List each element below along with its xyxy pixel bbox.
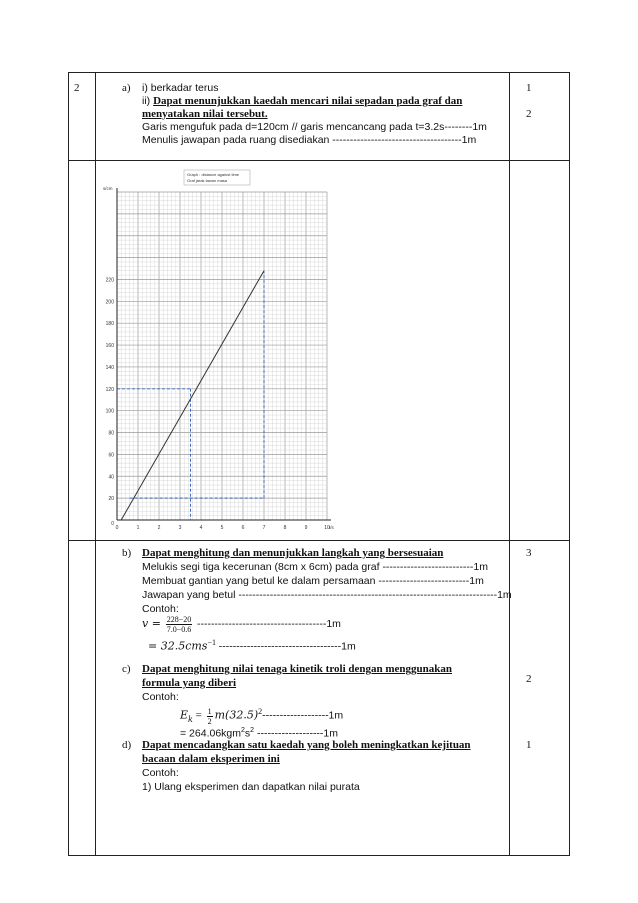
section-d-mark: 1 <box>526 739 532 751</box>
section-d-item-1: 1) Ulang eksperimen dan dapatkan nilai purata <box>142 781 360 793</box>
section-d-heading-1: Dapat mencadangkan satu kaedah yang boleh meningkatkan kejituan <box>142 739 471 751</box>
section-d-contoh: Contoh: <box>142 767 179 779</box>
section-c-equation-1: $E_k$ = $\frac{1}{2}$ $m(32.5)^2-------------------1m$ <box>180 706 344 726</box>
x-tick-label: 0 <box>115 525 119 531</box>
x-tick-label: 2 <box>157 525 161 531</box>
section-b-equation-2: = 32.5cms$^{-1}$ -----------------------------------1m <box>148 638 356 653</box>
x-tick-label: 7 <box>262 525 266 531</box>
y-tick-label: 20 <box>108 496 114 503</box>
x-tick-label: 5 <box>220 525 224 531</box>
section-a-line5: Menulis jawapan pada ruang disediakan -------------------------------------1m <box>142 134 477 146</box>
y-axis-title: s/cm <box>103 186 113 191</box>
section-b-heading: Dapat menghitung dan menunjukkan langkah yang bersesuaian <box>142 547 444 559</box>
y-tick-label: 140 <box>105 364 114 371</box>
legend-line-1: Graph : distance against time <box>187 172 240 177</box>
y-tick-label: 200 <box>105 299 114 306</box>
section-b-line2: Membuat gantian yang betul ke dalam persamaan --------------------------1m <box>142 575 484 587</box>
row-number: 2 <box>74 82 80 94</box>
y-tick-label: 80 <box>108 430 114 437</box>
section-c-equation-2: = $264.06kgm^2s^2$ -------------------1m <box>180 727 339 740</box>
origin-tick-label: 0 <box>111 521 114 527</box>
section-b-mark: 3 <box>526 547 532 559</box>
x-axis-title: t/s <box>329 525 334 530</box>
x-tick-label: 10 <box>324 525 330 531</box>
section-c-heading-2: formula yang diberi <box>142 677 237 689</box>
section-a-line1: i) berkadar terus <box>142 82 219 94</box>
y-tick-label: 60 <box>108 452 114 459</box>
y-tick-label: 220 <box>105 277 114 284</box>
y-tick-label: 160 <box>105 343 114 350</box>
section-d-label: d) <box>122 739 132 751</box>
column-divider-2 <box>509 73 510 855</box>
section-b-label: b) <box>122 547 132 559</box>
y-tick-label: 100 <box>105 408 114 415</box>
x-tick-label: 3 <box>178 525 182 531</box>
section-b-contoh: Contoh: <box>142 603 179 615</box>
section-a-mark-1: 1 <box>526 82 532 94</box>
x-tick-label: 6 <box>241 525 245 531</box>
x-tick-label: 9 <box>304 525 308 531</box>
section-a-line2: ii) Dapat menunjukkan kaedah mencari nilai sepadan pada graf dan <box>142 95 463 107</box>
section-b-equation-1: v = $\frac{228-20}{7.0-0.6}$ -------------------------------------1m <box>142 614 341 634</box>
section-c-mark: 2 <box>526 673 532 685</box>
section-b-line3: Jawapan yang betul --------------------------------------------------------------------------1m <box>142 589 512 601</box>
section-a-line4: Garis mengufuk pada d=120cm // garis mencancang pada t=3.2s--------1m <box>142 121 487 133</box>
y-tick-label: 40 <box>108 474 114 481</box>
section-c-label: c) <box>122 663 131 675</box>
row-divider-2 <box>69 540 569 541</box>
section-c-heading-1: Dapat menghitung nilai tenaga kinetik troli dengan menggunakan <box>142 663 452 675</box>
section-a-line3: menyatakan nilai tersebut. <box>142 108 268 120</box>
row-divider-1 <box>69 160 569 161</box>
section-a-label: a) <box>122 82 131 94</box>
legend-line-2: Graf jarak lawan masa <box>187 178 228 183</box>
section-c-contoh: Contoh: <box>142 691 179 703</box>
section-a-mark-2: 2 <box>526 108 532 120</box>
distance-time-graph <box>96 168 344 534</box>
x-tick-label: 8 <box>283 525 287 531</box>
section-b-line1: Melukis segi tiga kecerunan (8cm x 6cm) pada graf --------------------------1m <box>142 561 488 573</box>
x-tick-label: 1 <box>136 525 140 531</box>
x-tick-label: 4 <box>199 525 203 531</box>
section-d-heading-2: bacaan dalam eksperimen ini <box>142 753 280 765</box>
y-tick-label: 180 <box>105 321 114 328</box>
y-tick-label: 120 <box>105 386 114 393</box>
